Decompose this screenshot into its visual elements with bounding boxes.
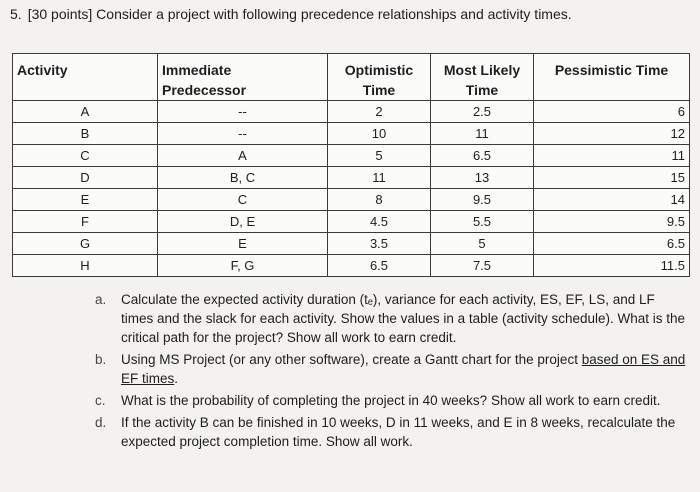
question-number: 5. <box>10 6 22 22</box>
cell-optimistic: 6.5 <box>328 255 431 277</box>
header-most-likely-line2: Time <box>465 82 499 98</box>
part-d <box>95 413 690 451</box>
table-row <box>13 233 690 255</box>
cell-most-likely: 13 <box>431 167 534 189</box>
table-row <box>13 101 690 123</box>
header-predecessor-line2: Predecessor <box>162 82 247 98</box>
cell-optimistic: 3.5 <box>328 233 431 255</box>
activity-table <box>12 53 690 277</box>
cell-predecessor: A <box>158 145 328 167</box>
part-a-label: a. <box>95 292 107 307</box>
part-c-text: What is the probability of completing the project in 40 weeks? Show all work to earn credit. <box>121 393 661 408</box>
cell-pessimistic: 11 <box>534 145 690 167</box>
cell-optimistic: 10 <box>328 123 431 145</box>
part-b-text: Using MS Project (or any other software), create a Gantt chart for the project <box>121 352 582 367</box>
cell-activity: A <box>13 101 158 123</box>
cell-pessimistic: 6.5 <box>534 233 690 255</box>
cell-optimistic: 2 <box>328 101 431 123</box>
part-b-label: b. <box>95 352 107 367</box>
cell-optimistic: 11 <box>328 167 431 189</box>
header-predecessor <box>158 54 328 101</box>
cell-pessimistic: 15 <box>534 167 690 189</box>
cell-most-likely: 5.5 <box>431 211 534 233</box>
cell-activity: B <box>13 123 158 145</box>
cell-pessimistic: 14 <box>534 189 690 211</box>
question-text: [30 points] Consider a project with following precedence relationships and activity times. <box>27 6 572 22</box>
header-predecessor-line1: Immediate <box>162 62 232 78</box>
part-d-label: d. <box>95 415 107 430</box>
table-header-row <box>13 54 690 101</box>
question-heading <box>10 6 572 22</box>
cell-predecessor: F, G <box>158 255 328 277</box>
cell-activity: E <box>13 189 158 211</box>
part-c <box>95 391 690 410</box>
table-body <box>13 101 690 277</box>
cell-most-likely: 2.5 <box>431 101 534 123</box>
cell-predecessor: B, C <box>158 167 328 189</box>
cell-activity: H <box>13 255 158 277</box>
table-row <box>13 145 690 167</box>
cell-activity: D <box>13 167 158 189</box>
part-b <box>95 350 690 388</box>
header-optimistic-line1: Optimistic <box>344 62 414 78</box>
header-most-likely-line1: Most Likely <box>443 62 521 78</box>
cell-pessimistic: 12 <box>534 123 690 145</box>
cell-pessimistic: 9.5 <box>534 211 690 233</box>
cell-predecessor: C <box>158 189 328 211</box>
question-parts <box>95 290 690 454</box>
cell-activity: F <box>13 211 158 233</box>
cell-activity: G <box>13 233 158 255</box>
part-b-underlined-text: based on ES and EF times <box>121 352 686 386</box>
table-row <box>13 255 690 277</box>
part-c-label: c. <box>95 393 106 408</box>
part-d-text: If the activity B can be finished in 10 weeks, D in 11 weeks, and E in 8 weeks, recalculate the expected project completion time. Show all work. <box>121 415 676 449</box>
table-row <box>13 189 690 211</box>
cell-pessimistic: 6 <box>534 101 690 123</box>
cell-predecessor: E <box>158 233 328 255</box>
cell-predecessor: -- <box>158 123 328 145</box>
cell-activity: C <box>13 145 158 167</box>
part-b-text-end: . <box>174 371 179 386</box>
cell-most-likely: 5 <box>431 233 534 255</box>
header-pessimistic: Pessimistic Time <box>534 54 690 101</box>
header-optimistic <box>328 54 431 101</box>
cell-most-likely: 6.5 <box>431 145 534 167</box>
header-activity: Activity <box>13 54 158 101</box>
header-optimistic-line2: Time <box>362 82 396 98</box>
cell-optimistic: 8 <box>328 189 431 211</box>
cell-optimistic: 4.5 <box>328 211 431 233</box>
cell-pessimistic: 11.5 <box>534 255 690 277</box>
header-most-likely <box>431 54 534 101</box>
cell-most-likely: 7.5 <box>431 255 534 277</box>
cell-optimistic: 5 <box>328 145 431 167</box>
table-row <box>13 167 690 189</box>
cell-predecessor: D, E <box>158 211 328 233</box>
cell-most-likely: 9.5 <box>431 189 534 211</box>
part-a <box>95 290 690 347</box>
cell-predecessor: -- <box>158 101 328 123</box>
table-row <box>13 211 690 233</box>
part-a-text: Calculate the expected activity duration (tₑ), variance for each activity, ES, EF, LS, and LF times and the slack for each activity. Show the values in a table (activity schedule). What is the critical path for the project? Show all work to earn credit. <box>121 292 686 345</box>
cell-most-likely: 11 <box>431 123 534 145</box>
table-row <box>13 123 690 145</box>
